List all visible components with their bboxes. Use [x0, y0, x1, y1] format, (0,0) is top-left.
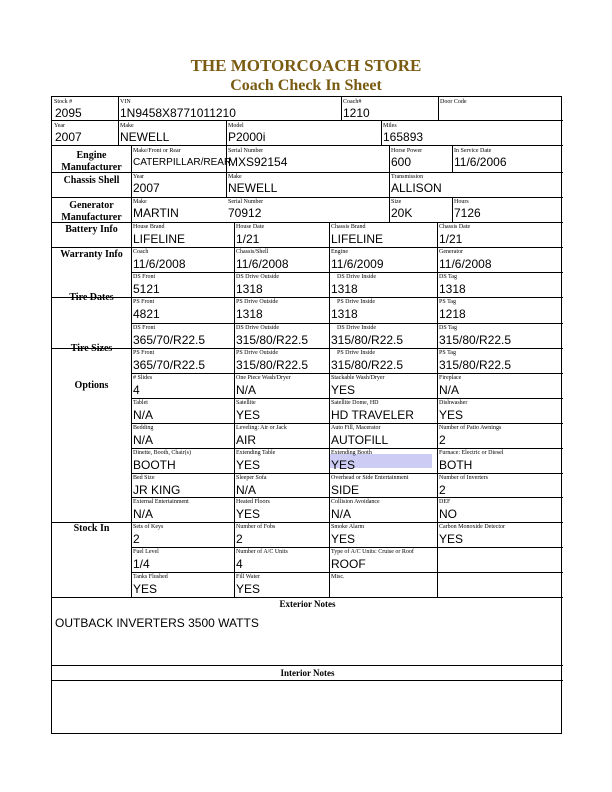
warranty-chassis-value[interactable]: 11/6/2008 [236, 257, 289, 271]
generator-section-label: Generator Manufacturer [61, 200, 122, 223]
fill-water-label: Fill Water [236, 574, 260, 580]
year-value[interactable]: 2007 [55, 130, 82, 144]
generator-make-label: Make [133, 199, 147, 205]
bedding-label: Bedding [133, 425, 154, 431]
chassis-year-value[interactable]: 2007 [133, 181, 160, 195]
transmission-value[interactable]: ALLISON [391, 181, 442, 195]
fuel-level-value[interactable]: 1/4 [133, 557, 150, 571]
coach-number-label: Coach# [343, 99, 362, 105]
ts-ds-drive-outside-label: DS Drive Outside [236, 325, 279, 331]
extending-table-value[interactable]: YES [236, 458, 261, 472]
engine-make-label: Make/Front or Rear [133, 148, 181, 154]
in-service-date-label: In Service Date [454, 148, 492, 154]
co-detector-label: Carbon Monoxide Detector [439, 524, 505, 530]
bedding-value[interactable]: N/A [133, 433, 154, 447]
generator-hours-value[interactable]: 7126 [454, 206, 481, 220]
store-title: THE MOTORCOACH STORE [190, 56, 422, 75]
external-entertainment-label: External Entertainment [133, 499, 189, 505]
td-ds-front-label: DS Front [133, 274, 156, 280]
generator-serial-label: Serial Number [228, 199, 264, 205]
def-label: DEF [439, 499, 451, 505]
transmission-label: Transmission [391, 174, 424, 180]
ts-ps-tag-value[interactable]: 315/80/R22.5 [439, 358, 512, 372]
keys-label: Sets of Keys [133, 524, 164, 530]
generator-hours-label: Hours [454, 199, 469, 205]
extending-booth-label: Extending Booth [331, 450, 372, 456]
engine-make-value[interactable]: CATERPILLAR/REAR [133, 157, 232, 168]
tanks-flushed-value[interactable]: YES [133, 582, 158, 596]
stock-in-section-label: Stock In [73, 523, 110, 534]
ac-type-value[interactable]: ROOF [331, 557, 366, 571]
warranty-coach-label: Coach [133, 249, 149, 255]
patio-awnings-label: Number of Patio Awnings [439, 425, 502, 431]
ac-units-label: Number of A/C Units [236, 549, 288, 555]
warranty-generator-value[interactable]: 11/6/2008 [439, 257, 492, 271]
leveling-value[interactable]: AIR [236, 433, 257, 447]
chassis-section-label: Chassis Shell [63, 175, 120, 186]
door-code-label: Door Code [440, 99, 467, 105]
auto-fill-value[interactable]: AUTOFILL [331, 433, 389, 447]
chassis-date-value[interactable]: 1/21 [439, 232, 463, 246]
misc-label: Misc. [331, 574, 345, 580]
stock-value[interactable]: 2095 [55, 106, 82, 120]
overhead-entertainment-value[interactable]: SIDE [331, 483, 360, 497]
wash-dryer-label: One Piece Wash/Dryer [236, 375, 291, 381]
generator-make-value[interactable]: MARTIN [133, 206, 179, 220]
ts-ds-drive-inside-label: DS Drive Inside [337, 325, 376, 331]
auto-fill-label: Auto Fill, Macerator [331, 425, 381, 431]
external-entertainment-value[interactable]: N/A [133, 507, 154, 521]
fobs-label: Number of Fobs [236, 524, 276, 530]
generator-size-label: Size [391, 199, 402, 205]
options-section-label: Options [74, 380, 109, 391]
td-ds-tag-value[interactable]: 1318 [439, 282, 466, 296]
ac-type-label: Type of A/C Units: Cruise or Roof [331, 549, 414, 555]
ts-ds-drive-outside-value[interactable]: 315/80/R22.5 [236, 333, 309, 347]
td-ps-front-label: PS Front [133, 299, 155, 305]
extending-booth-value[interactable]: YES [331, 458, 356, 472]
inverters-label: Number of Inverters [439, 475, 488, 481]
vin-value[interactable]: 1N9458X8771011210 [120, 106, 236, 120]
sleeper-sofa-label: Sleeper Sofa [236, 475, 267, 481]
house-date-label: House Date [236, 224, 265, 230]
sleeper-sofa-value[interactable]: N/A [236, 483, 257, 497]
keys-value[interactable]: 2 [133, 532, 140, 546]
ts-ps-drive-inside-label: PS Drive Inside [337, 350, 375, 356]
ts-ds-front-label: DS Front [133, 325, 156, 331]
horse-power-value[interactable]: 600 [391, 155, 412, 169]
inverters-value[interactable]: 2 [439, 483, 446, 497]
bed-size-label: Bed Size [133, 475, 155, 481]
slides-value[interactable]: 4 [133, 383, 140, 397]
td-ds-drive-inside-label: DS Drive Inside [337, 274, 376, 280]
ts-ps-front-value[interactable]: 365/70/R22.5 [133, 358, 206, 372]
stackable-value[interactable]: YES [331, 383, 356, 397]
exterior-notes-header: Exterior Notes [279, 599, 336, 609]
chassis-make-value[interactable]: NEWELL [228, 181, 278, 195]
sheet-title: Coach Check In Sheet [230, 77, 382, 94]
chassis-year-label: Year [133, 174, 145, 180]
ts-ds-tag-value[interactable]: 315/80/R22.5 [439, 333, 512, 347]
ts-ps-front-label: PS Front [133, 350, 155, 356]
extending-table-label: Extending Table [236, 450, 276, 456]
vin-label: VIN [120, 99, 131, 105]
heated-floors-label: Heated Floors [236, 499, 270, 505]
chassis-brand-label: Chassis Brand [331, 224, 366, 230]
td-ps-drive-inside-label: PS Drive Inside [337, 299, 375, 305]
ac-units-value[interactable]: 4 [236, 557, 243, 571]
chassis-make-label: Make [228, 174, 242, 180]
smoke-alarm-value[interactable]: YES [331, 532, 356, 546]
interior-notes-header: Interior Notes [280, 668, 335, 678]
battery-section-label: Battery Info [65, 224, 118, 235]
bed-size-value[interactable]: JR KING [133, 483, 181, 497]
tanks-flushed-label: Tanks Flushed [133, 574, 168, 580]
ts-ds-tag-label: DS Tag [439, 325, 457, 331]
miles-value[interactable]: 165893 [383, 130, 424, 144]
check-in-form [51, 96, 562, 734]
exterior-notes-text[interactable]: OUTBACK INVERTERS 3500 WATTS [55, 616, 259, 630]
td-ds-tag-label: DS Tag [439, 274, 457, 280]
house-brand-label: House Brand [133, 224, 165, 230]
engine-section-label: Engine Manufacturer [61, 150, 122, 173]
warranty-engine-value[interactable]: 11/6/2009 [331, 257, 384, 271]
td-ps-front-value[interactable]: 4821 [133, 307, 160, 321]
dishwasher-value[interactable]: YES [439, 408, 464, 422]
fill-water-value[interactable]: YES [236, 582, 261, 596]
engine-serial-label: Serial Number [228, 148, 264, 154]
td-ps-drive-outside-value[interactable]: 1318 [236, 307, 263, 321]
td-ps-drive-outside-label: PS Drive Outside [236, 299, 278, 305]
warranty-coach-value[interactable]: 11/6/2008 [133, 257, 186, 271]
chassis-date-label: Chassis Date [439, 224, 471, 230]
slides-label: # Slides [133, 375, 153, 381]
house-brand-value[interactable]: LIFELINE [133, 232, 186, 246]
fobs-value[interactable]: 2 [236, 532, 243, 546]
td-ds-drive-outside-label: DS Drive Outside [236, 274, 279, 280]
satellite-dome-label: Satellite Dome, HD [331, 400, 379, 406]
heated-floors-value[interactable]: YES [236, 507, 261, 521]
smoke-alarm-label: Smoke Alarm [331, 524, 365, 530]
make-value[interactable]: NEWELL [120, 130, 170, 144]
tablet-label: Tablet [133, 400, 148, 406]
chassis-brand-value[interactable]: LIFELINE [331, 232, 384, 246]
td-ps-tag-label: PS Tag [439, 299, 456, 305]
model-label: Model [228, 123, 244, 129]
leveling-label: Leveling: Air or Jack [236, 425, 287, 431]
tire-dates-section-label: Tire Dates [69, 292, 114, 303]
co-detector-value[interactable]: YES [439, 532, 464, 546]
warranty-section-label: Warranty Info [60, 249, 123, 260]
ts-ps-drive-inside-value[interactable]: 315/80/R22.5 [331, 358, 404, 372]
def-value[interactable]: NO [439, 507, 457, 521]
coach-number-value[interactable]: 1210 [343, 106, 370, 120]
satellite-dome-value[interactable]: HD TRAVELER [331, 408, 414, 422]
collision-avoidance-label: Collision Avoidance [331, 499, 380, 505]
warranty-chassis-label: Chassis/Shell [236, 249, 269, 255]
wash-dryer-value[interactable]: N/A [236, 383, 257, 397]
ts-ps-drive-outside-label: PS Drive Outside [236, 350, 278, 356]
horse-power-label: Horse Power [391, 148, 423, 154]
generator-size-value[interactable]: 20K [391, 206, 413, 220]
satellite-value[interactable]: YES [236, 408, 261, 422]
ts-ds-drive-inside-value[interactable]: 315/80/R22.5 [331, 333, 404, 347]
td-ps-tag-value[interactable]: 1218 [439, 307, 466, 321]
td-ds-front-value[interactable]: 5121 [133, 282, 160, 296]
td-ps-drive-inside-value[interactable]: 1318 [331, 307, 358, 321]
tablet-value[interactable]: N/A [133, 408, 154, 422]
furnace-label: Furnace: Electric or Diesel [439, 450, 504, 456]
model-value[interactable]: P2000i [228, 130, 266, 144]
fireplace-value[interactable]: N/A [439, 383, 460, 397]
stock-label: Stock # [54, 99, 73, 105]
stackable-label: Stackable Wash/Dryer [331, 375, 385, 381]
dishwasher-label: Dishwasher [439, 400, 468, 406]
overhead-entertainment-label: Overhead or Side Entertainment [331, 475, 409, 481]
in-service-date-value[interactable]: 11/6/2006 [454, 155, 507, 169]
patio-awnings-value[interactable]: 2 [439, 433, 446, 447]
ts-ps-drive-outside-value[interactable]: 315/80/R22.5 [236, 358, 309, 372]
dinette-value[interactable]: BOOTH [133, 458, 176, 472]
generator-serial-value[interactable]: 70912 [228, 206, 262, 220]
engine-serial-value[interactable]: MXS92154 [228, 155, 288, 169]
make-label: Make [120, 123, 134, 129]
warranty-generator-label: Generator [439, 249, 463, 255]
ts-ps-tag-label: PS Tag [439, 350, 456, 356]
dinette-label: Dinette, Booth, Chair(s) [133, 450, 191, 456]
furnace-value[interactable]: BOTH [439, 458, 473, 472]
year-label: Year [54, 123, 66, 129]
miles-label: Miles [383, 123, 397, 129]
house-date-value[interactable]: 1/21 [236, 232, 260, 246]
td-ds-drive-outside-value[interactable]: 1318 [236, 282, 263, 296]
collision-avoidance-value[interactable]: N/A [331, 507, 352, 521]
td-ds-drive-inside-value[interactable]: 1318 [331, 282, 358, 296]
fuel-level-label: Fuel Level [133, 549, 159, 555]
fireplace-label: Fireplace [439, 375, 462, 381]
tire-sizes-section-label: Tire Sizes [70, 343, 113, 354]
warranty-engine-label: Engine [331, 249, 348, 255]
ts-ds-front-value[interactable]: 365/70/R22.5 [133, 333, 206, 347]
satellite-label: Satellite [236, 400, 256, 406]
